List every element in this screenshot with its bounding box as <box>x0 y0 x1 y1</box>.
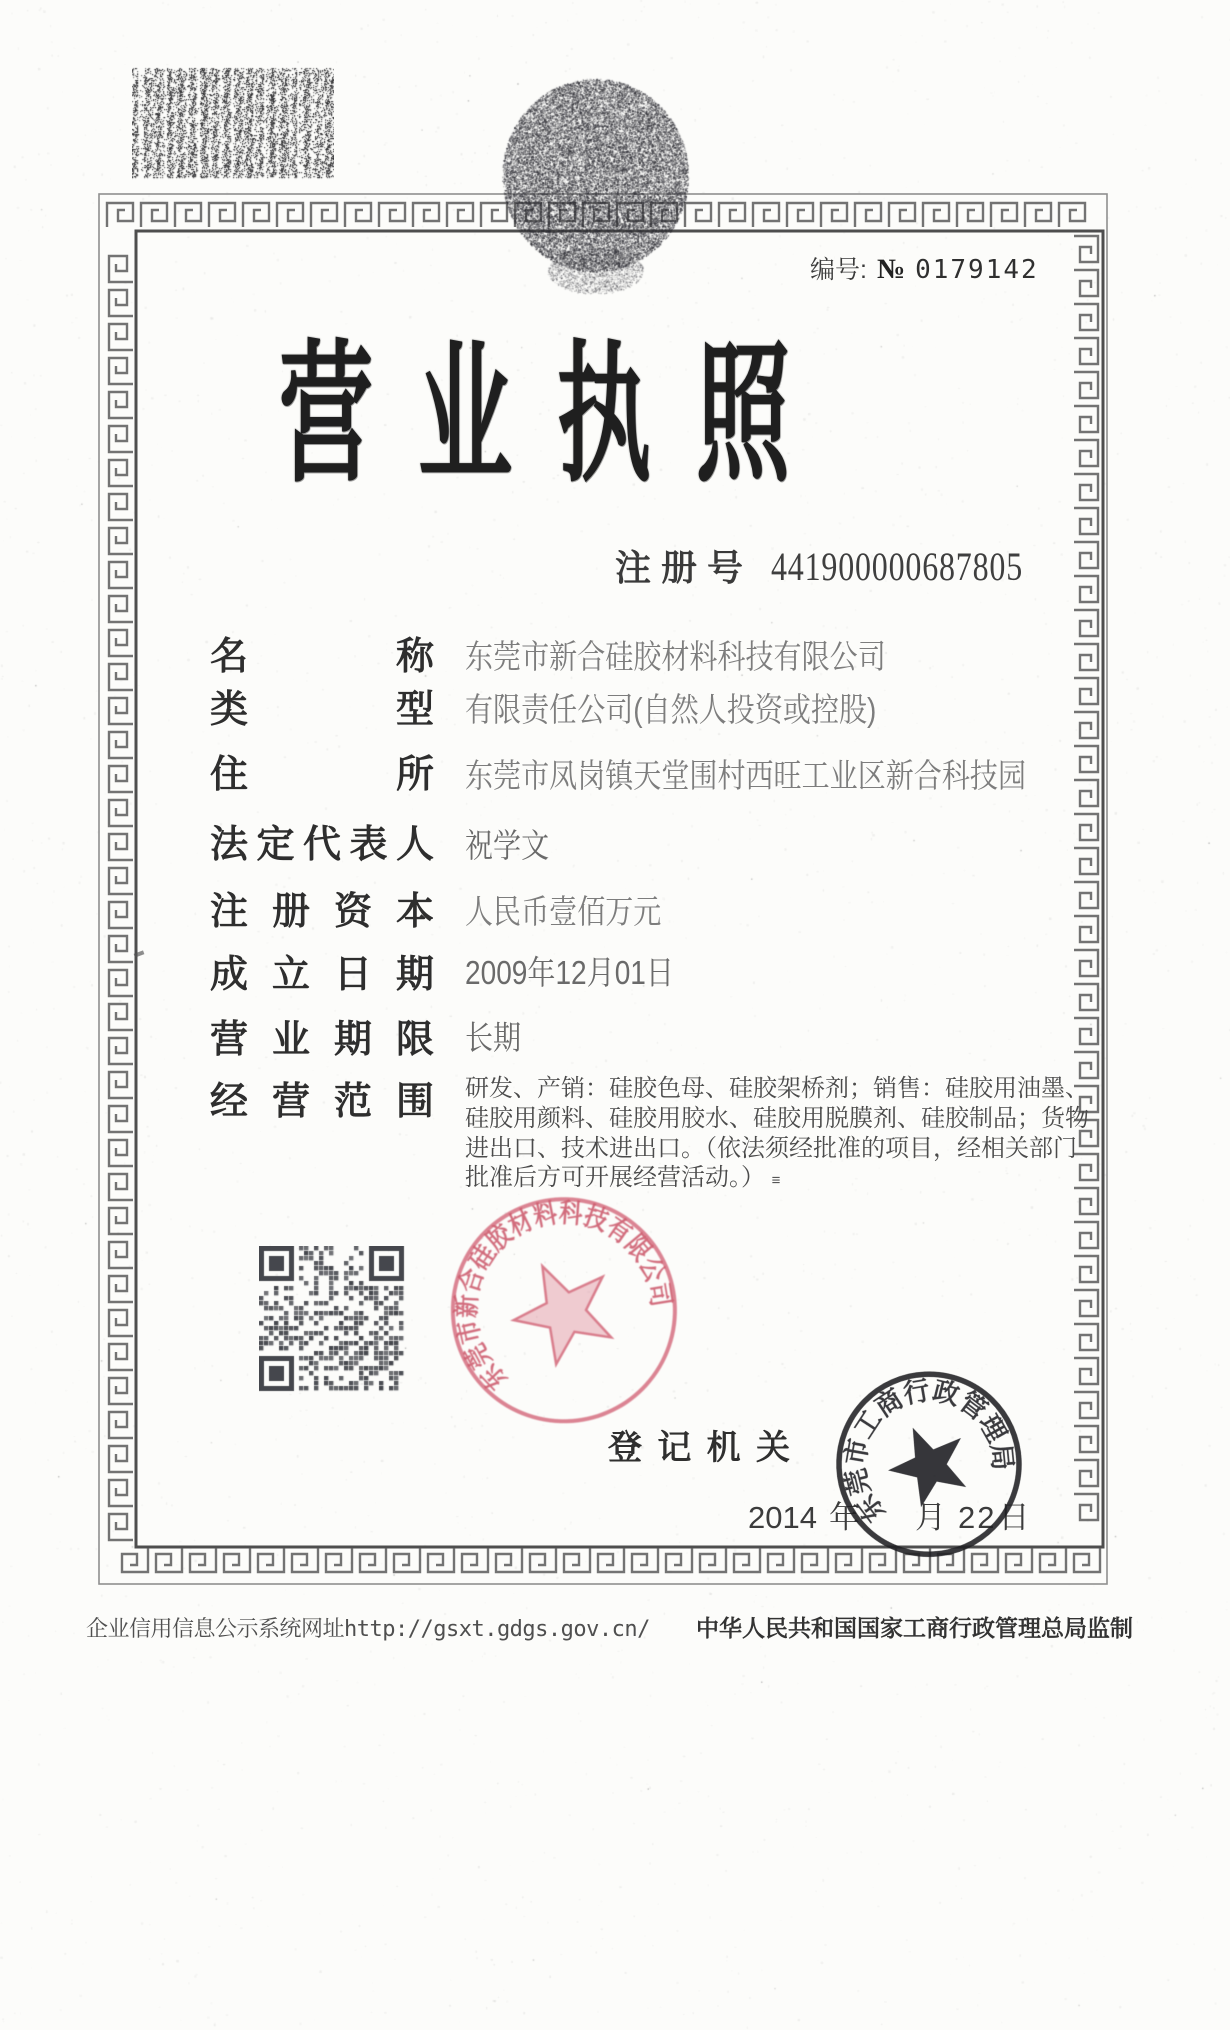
national-emblem-icon <box>495 72 695 302</box>
serial-label: 编号: <box>810 256 867 284</box>
qr-code <box>259 1246 405 1392</box>
field-label-business-term: 营 业 期 限 <box>210 1019 434 1061</box>
field-value-type: 有限责任公司(自然人投资或控股) <box>465 691 877 728</box>
field-value-name: 东莞市新合硅胶材料科技有限公司 <box>465 638 886 675</box>
issue-day: 22 <box>957 1500 997 1535</box>
footer-issuer: 中华人民共和国国家工商行政管理总局监制 <box>696 1615 1133 1641</box>
authority-seal-text: 东莞市工商行政管理局 <box>840 1375 1018 1528</box>
field-label-legal-representative: 法 定 代 表 人 <box>210 824 434 866</box>
field-value-establish-date: 2009年12月01日 <box>465 954 674 991</box>
field-label-registered-capital: 注 册 资 本 <box>210 891 434 933</box>
field-value-business-scope: 研发、产销：硅胶色母、硅胶架桥剂；销售：硅胶用油墨、硅胶用颜料、硅胶用胶水、硅胶用脱膜剂、硅胶制品；货物进出口、技术进出口。（依法须经批准的项目，经相关部门批准后方可开展经营活动。） ≡ <box>465 1075 1089 1192</box>
day-unit: 日 <box>998 1500 1030 1535</box>
year-unit: 年 <box>828 1500 860 1535</box>
star-icon <box>498 1245 628 1373</box>
field-value-address: 东莞市凤岗镇天堂围村西旺工业区新合科技园 <box>465 757 1026 794</box>
field-label-address: 住 所 <box>210 754 434 796</box>
month-unit: 月 <box>914 1500 946 1535</box>
license-title: 营 业 执 照 <box>278 330 791 500</box>
footer-publicity-url: 企业信用信息公示系统网址http://gsxt.gdgs.gov.cn/ <box>86 1617 650 1642</box>
field-value-legal-representative: 祝学文 <box>465 827 550 864</box>
field-label-name: 名 称 <box>210 636 434 678</box>
company-seal-text: 东莞市新合硅胶材料科技有限公司 <box>451 1197 677 1396</box>
registration-number-value: 441900000687805 <box>771 544 1024 589</box>
field-value-registered-capital: 人民币壹佰万元 <box>465 893 662 930</box>
barcode <box>132 64 334 184</box>
registration-number-label: 注 册 号 <box>615 547 744 588</box>
issue-year: 2014 <box>748 1500 817 1535</box>
registration-number-line <box>615 540 1086 591</box>
numero-symbol: № <box>876 254 906 285</box>
star-icon <box>876 1411 980 1513</box>
field-label-business-scope: 经 营 范 围 <box>210 1081 434 1123</box>
registrar-label: 登 记 机 关 <box>608 1429 790 1467</box>
serial-number-line <box>810 250 1039 286</box>
field-label-type: 类 型 <box>210 689 434 731</box>
field-label-establish-date: 成 立 日 期 <box>210 954 434 996</box>
scan-mark: ≡ <box>771 1172 780 1190</box>
field-value-business-term: 长期 <box>465 1019 522 1056</box>
serial-number: 0179142 <box>915 255 1039 285</box>
